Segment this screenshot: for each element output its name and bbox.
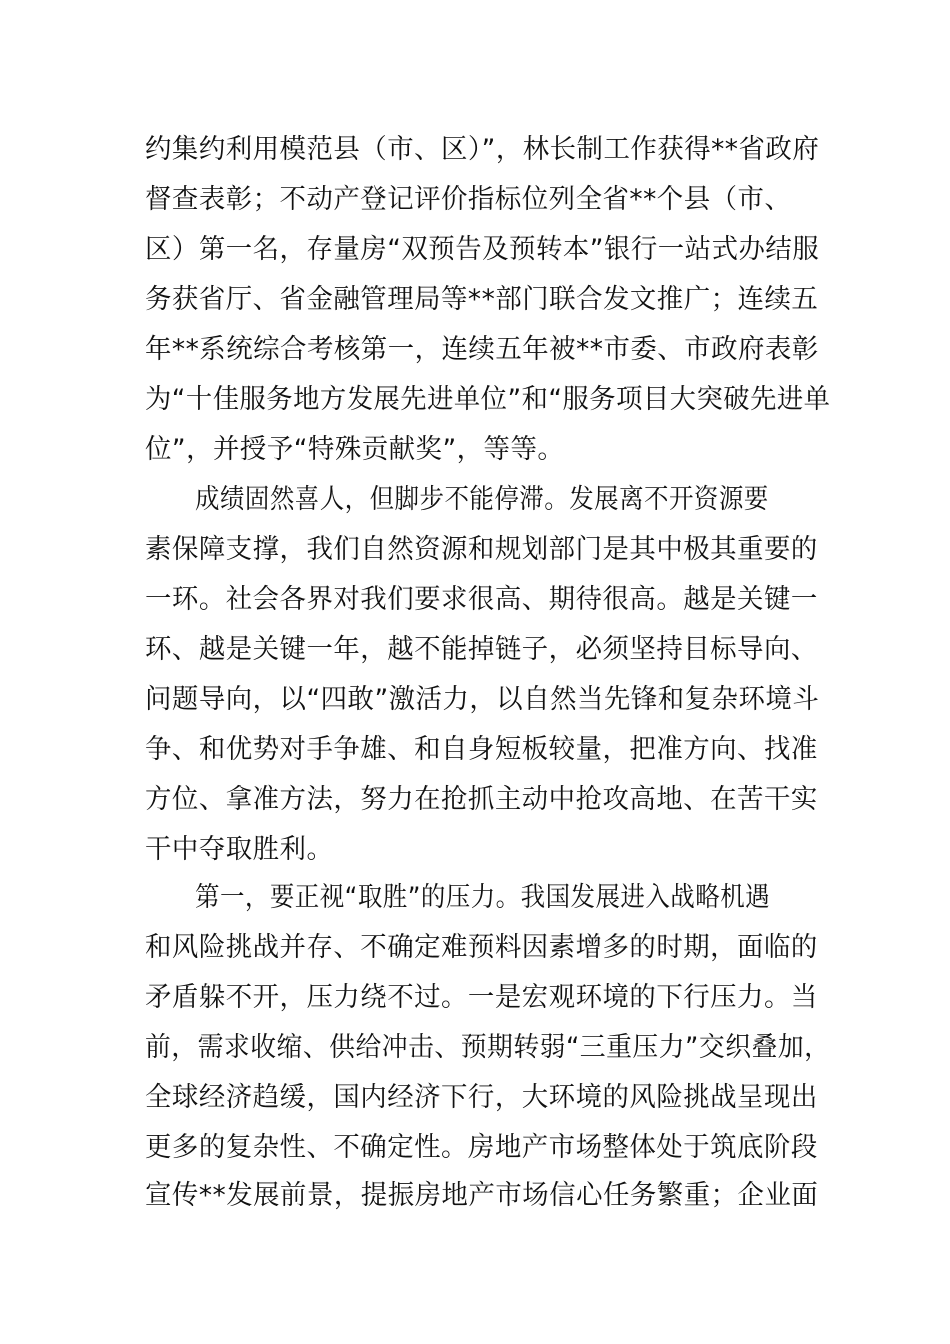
text-line: 干中夺取胜利。	[145, 834, 334, 865]
text-line: 约集约利用模范县（市、区）”，林长制工作获得**省政府	[145, 134, 820, 165]
text-line: 和风险挑战并存、不确定难预料因素增多的时期，面临的	[145, 932, 818, 963]
text-line: 督查表彰；不动产登记评价指标位列全省**个县（市、	[145, 184, 792, 215]
text-line: 争、和优势对手争雄、和自身短板较量，把准方向、找准	[145, 734, 818, 765]
text-line: 问题导向，以“四敢”激活力，以自然当先锋和复杂环境斗	[145, 684, 820, 715]
text-line: 务获省厅、省金融管理局等**部门联合发文推广；连续五	[145, 284, 819, 315]
text-line: 宣传**发展前景，提振房地产市场信心任务繁重；企业面	[145, 1180, 819, 1211]
text-line: 矛盾躲不开，压力绕不过。一是宏观环境的下行压力。当	[145, 982, 818, 1013]
text-line: 一环。社会各界对我们要求很高、期待很高。越是关键一	[145, 584, 818, 615]
text-line: 为“十佳服务地方发展先进单位”和“服务项目大突破先进单	[145, 384, 831, 415]
text-line: 位”，并授予“特殊贡献奖”，等等。	[145, 434, 565, 465]
text-line: 年**系统综合考核第一，连续五年被**市委、市政府表彰	[145, 334, 819, 365]
text-line: 环、越是关键一年，越不能掉链子，必须坚持目标导向、	[145, 634, 818, 665]
text-line: 素保障支撑，我们自然资源和规划部门是其中极其重要的	[145, 534, 818, 565]
paragraph-first-line: 成绩固然喜人，但脚步不能停滞。发展离不开资源要	[195, 484, 769, 515]
text-line: 全球经济趋缓，国内经济下行，大环境的风险挑战呈现出	[145, 1082, 818, 1113]
text-line: 区）第一名，存量房“双预告及预转本”银行一站式办结服	[145, 234, 820, 265]
paragraph-first-line: 第一，要正视“取胜”的压力。我国发展进入战略机遇	[195, 882, 771, 913]
text-line: 更多的复杂性、不确定性。房地产市场整体处于筑底阶段	[145, 1132, 818, 1163]
text-line: 前，需求收缩、供给冲击、预期转弱“三重压力”交织叠加，	[145, 1032, 831, 1063]
text-line: 方位、拿准方法，努力在抢抓主动中抢攻高地、在苦干实	[145, 784, 818, 815]
